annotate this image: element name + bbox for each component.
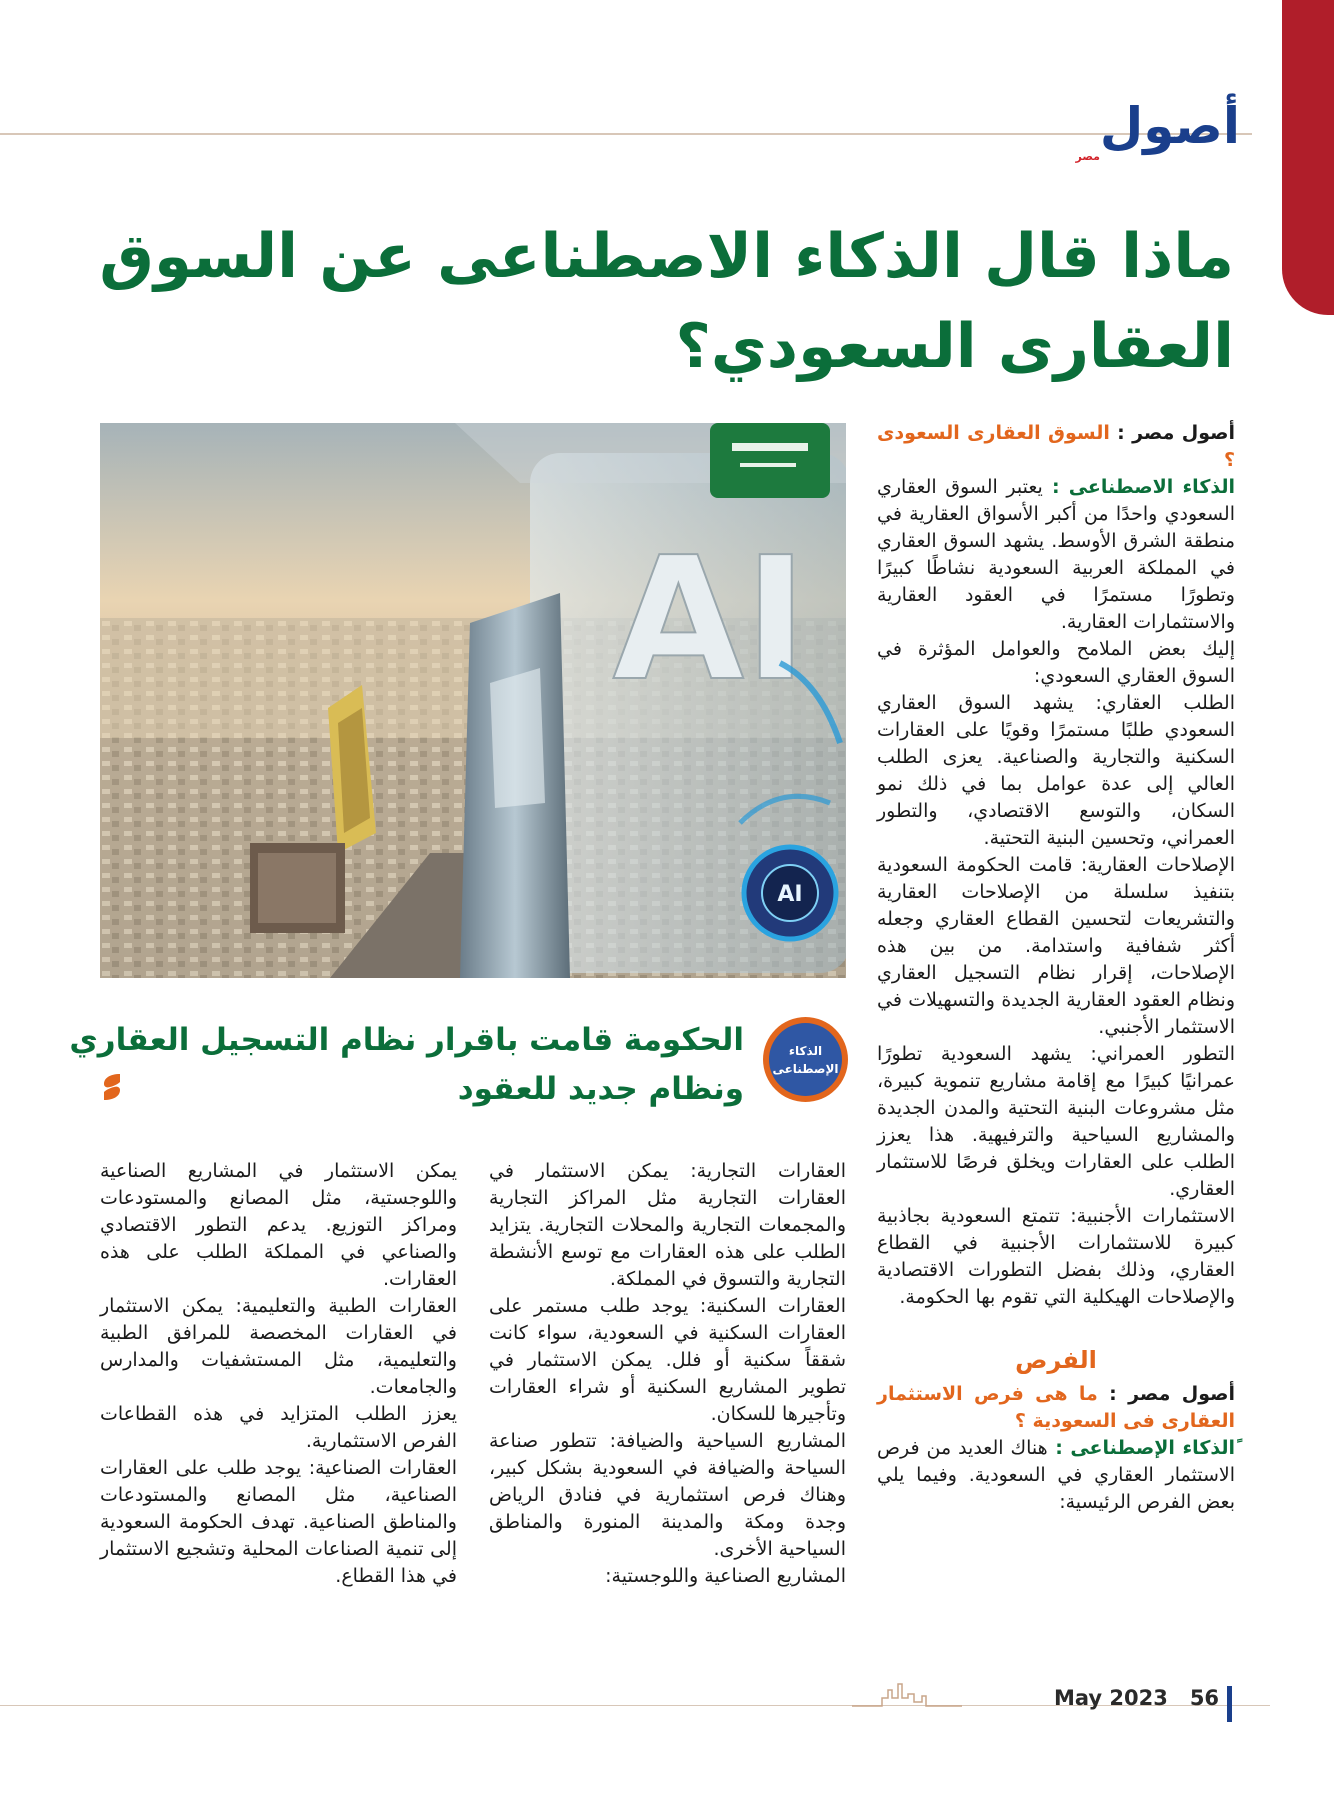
article-column-middle [489, 1158, 846, 1590]
question-1 [877, 420, 1235, 474]
paragraph: المشاريع الصناعية واللوجستية: [605, 1565, 846, 1587]
page-title-line-2: العقارى السعودي؟ [675, 311, 1234, 382]
ai-graphic-text: AI [612, 521, 808, 719]
pull-quote-line-2: ونظام جديد للعقود [457, 1071, 744, 1107]
paragraph: العقارات الطبية والتعليمية: يمكن الاستثمار في العقارات المخصصة للمرافق الطبية والتعليمية، مثل المستشفيات والمدارس والجامعات. [100, 1295, 457, 1398]
hero-image [100, 423, 846, 978]
paragraph: يعزز الطلب المتزايد في هذه القطاعات الفرص الاستثمارية. [100, 1403, 457, 1452]
page-title-line-1: ماذا قال الذكاء الاصطناعى عن السوق [99, 221, 1234, 292]
question-text: السوق العقارى السعودى ؟ [877, 422, 1235, 471]
article-column-right [877, 420, 1235, 1516]
paragraph: التطور العمراني: يشهد السعودية تطورًا عمرانيًا كبيرًا مع إقامة مشاريع تنموية كبيرة، مثل مشروعات البنية التحتية والمدن الجديدة والمشاريع السياحية والترفيهية. هذا يعزز الطلب على العقارات ويخلق فرصًا للاستثمار العقاري. [877, 1043, 1235, 1200]
answer-1 [877, 474, 1235, 636]
ai-badge [763, 1017, 848, 1102]
badge-line-1: الذكاء [788, 1044, 823, 1058]
paragraph: العقارات الصناعية: يوجد طلب على العقارات الصناعية، مثل المصانع والمستودعات والمناطق الصناعية. تهدف الحكومة السعودية إلى تنمية الصناعات المحلية وتشجيع الاستثمار في هذا القطاع. [100, 1457, 457, 1587]
pull-quote-line-1: الحكومة قامت باقرار نظام التسجيل العقاري [69, 1022, 744, 1058]
corner-tab [1282, 0, 1334, 315]
page-number: 56 [1189, 1686, 1220, 1710]
article-column-left [100, 1158, 457, 1590]
answer-text: يعتبر السوق العقاري السعودي واحدًا من أكبر الأسواق العقارية في منطقة الشرق الأوسط. يشهد السوق العقاري في المملكة العربية السعودية نشاطًا كبيرًا وتطورًا مستمرًا في العقود العقارية والاستثمارات العقارية. [877, 476, 1235, 633]
hero-illustration [100, 423, 846, 978]
paragraph: إليك بعض الملامح والعوامل المؤثرة في السوق العقاري السعودي: [877, 638, 1235, 687]
answer-label: الذكاء الاصطناعى : [1042, 476, 1235, 498]
brand-logo[interactable] [1040, 98, 1240, 164]
issue-date: May 2023 [1054, 1686, 1168, 1710]
question-text: ما هى فرص الاستثمار العقارى فى السعودية ؟ [877, 1383, 1235, 1432]
logo-wordmark: أصول [1099, 97, 1240, 155]
paragraph: الطلب العقاري: يشهد السوق العقاري السعودي طلبًا مستمرًا وقويًا على العقارات السكنية والتجارية والصناعية. يعزى الطلب العالي إلى عدة عوامل بما في ذلك نمو السكان، والتوسع الاقتصادي، والتطور العمراني، وتحسين البنية التحتية. [877, 692, 1235, 849]
ai-badge-inner [769, 1023, 842, 1096]
answer-text: هناك العديد من فرص الاستثمار العقاري في السعودية. وفيما يلي بعض الفرص الرئيسية: [877, 1437, 1235, 1513]
answer-label: ًالذكاء الإصطناعى : [1047, 1437, 1235, 1459]
section-heading: الفرص [1015, 1346, 1097, 1374]
question-label: أصول مصر : [1097, 1383, 1236, 1405]
footer-issue-page [1054, 1686, 1219, 1710]
question-2 [877, 1381, 1235, 1435]
paragraph: المشاريع السياحية والضيافة: تتطور صناعة السياحة والضيافة في السعودية بشكل كبير، وهناك فرص استثمارية في فنادق الرياض وجدة ومكة والمدينة المنورة والمناطق السياحية الأخرى. [489, 1430, 846, 1560]
paragraph: يمكن الاستثمار في المشاريع الصناعية واللوجستية، مثل المصانع والمستودعات ومراكز التوزيع. يدعم التطور الاقتصادي والصناعي في المملكة الطلب على هذه العقارات. [100, 1160, 457, 1290]
badge-line-2: الإصطناعى [772, 1062, 839, 1076]
paragraph: الاستثمارات الأجنبية: تتمتع السعودية بجاذبية كبيرة للاستثمارات الأجنبية في القطاع العقاري، وذلك بفضل التطورات الاقتصادية والإصلاحات الهيكلية التي تقوم بها الحكومة. [877, 1205, 1235, 1308]
answer-2 [877, 1435, 1235, 1516]
logo-subtext: مصر [1075, 150, 1100, 163]
paragraph: العقارات التجارية: يمكن الاستثمار في العقارات التجارية مثل المراكز التجارية والمجمعات التجارية والمحلات التجارية. يتزايد الطلب على هذه العقارات مع توسع الأنشطة التجارية والتسوق في المملكة. [489, 1160, 846, 1290]
paragraph: العقارات السكنية: يوجد طلب مستمر على العقارات السكنية في السعودية، سواء كانت شققاً سكنية أو فلل. يمكن الاستثمار في تطوير المشاريع السكنية أو شراء العقارات وتأجيرها للسكان. [489, 1295, 846, 1425]
paragraph: الإصلاحات العقارية: قامت الحكومة السعودية بتنفيذ سلسلة من الإصلاحات العقارية والتشريعات لتحسين القطاع العقاري وجعله أكثر شفافية واستدامة. من بين هذه الإصلاحات، إقرار نظام التسجيل العقاري ونظام العقود العقارية الجديدة والتسهيلات في الاستثمار الأجنبي. [877, 854, 1235, 1038]
quote-mark-icon [100, 1072, 124, 1102]
ai-badge-text: AI [777, 882, 803, 907]
skyline-icon [852, 1680, 962, 1708]
footer-accent-bar [1227, 1686, 1232, 1722]
question-label: أصول مصر : [1109, 422, 1235, 444]
